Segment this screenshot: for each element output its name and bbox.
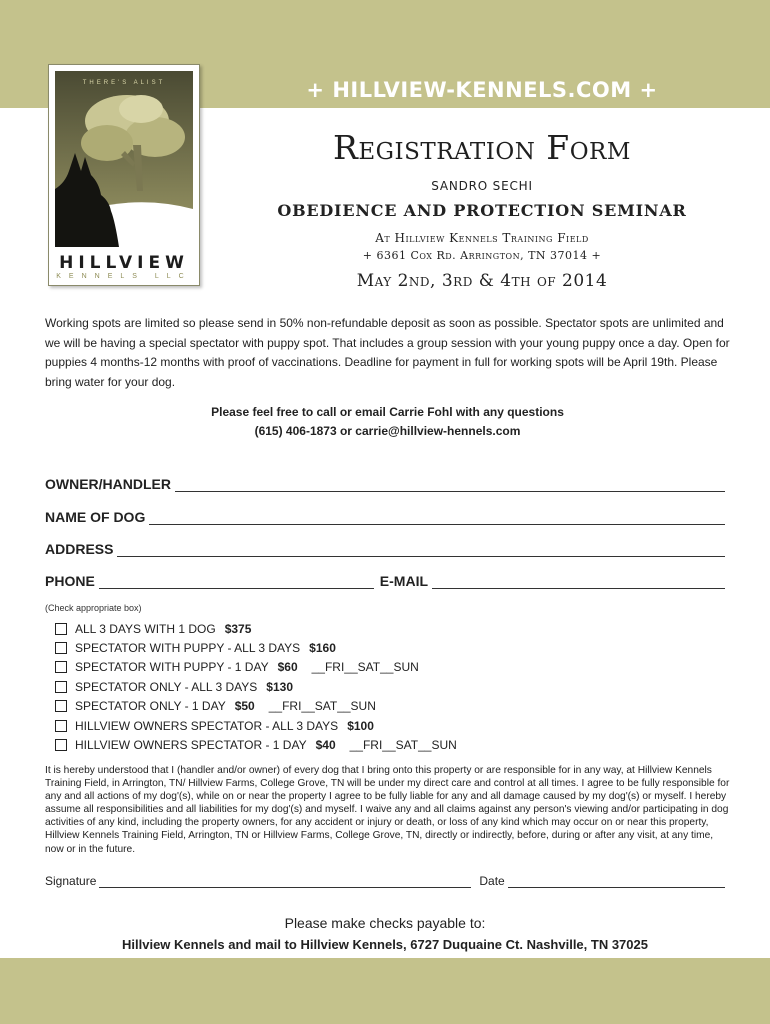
phone-email-field xyxy=(45,569,725,589)
signature-label: Signature xyxy=(45,874,97,888)
option-label: SPECTATOR ONLY - 1 DAY xyxy=(75,699,226,714)
hillview-logo xyxy=(48,64,200,286)
location-line-2: + 6361 Cox Rd. Arrington, TN 37014 + xyxy=(362,249,602,262)
option-price: $130 xyxy=(266,679,293,694)
mailing-address: Hillview Kennels and mail to Hillview Kennels, 6727 Duquaine Ct. Nashville, TN 37025 xyxy=(122,937,648,952)
option-checkbox[interactable] xyxy=(55,642,67,654)
seminar-name: OBEDIENCE AND PROTECTION SEMINAR xyxy=(277,201,687,220)
option-price: $160 xyxy=(309,641,336,656)
logo-subtitle: KENNELS LLC xyxy=(56,273,192,280)
seminar-dates: May 2nd, 3rd & 4th of 2014 xyxy=(356,271,608,291)
address-input[interactable] xyxy=(117,541,725,557)
option-day-choice[interactable]: __FRI__SAT__SUN xyxy=(349,738,457,753)
dog-label: NAME OF DOG xyxy=(45,509,146,525)
option-row xyxy=(55,658,735,677)
option-price: $50 xyxy=(234,699,255,714)
location-line-1: At Hillview Kennels Training Field xyxy=(375,231,589,245)
option-checkbox[interactable] xyxy=(55,739,67,751)
option-label: SPECTATOR WITH PUPPY - ALL 3 DAYS xyxy=(75,641,301,656)
option-price: $375 xyxy=(224,621,252,636)
check-note: (Check appropriate box) xyxy=(45,603,142,613)
option-checkbox[interactable] xyxy=(55,720,67,732)
owner-input[interactable] xyxy=(175,476,725,492)
presenter-name: SANDRO SECHI xyxy=(431,179,533,193)
contact-line-1: Please feel free to call or email Carrie Fohl with any questions xyxy=(211,405,564,419)
option-day-choice[interactable]: __FRI__SAT__SUN xyxy=(311,660,419,675)
owner-label: OWNER/HANDLER xyxy=(45,476,171,492)
email-input[interactable] xyxy=(432,573,725,589)
email-label: E-MAIL xyxy=(379,573,429,589)
phone-input[interactable] xyxy=(99,573,374,589)
intro-paragraph: Working spots are limited so please send in 50% non-refundable deposit as soon as possible. Spectator spots are unlimited and we will be having a special spectator with puppy spot. That includes a group session with your young puppy once a day. Open for puppies 4 months-12 months with proof of vaccinations. Deadline for payment in full for working spots will be April 19th. Please bring water for your dog. xyxy=(45,316,730,389)
option-price: $100 xyxy=(347,718,374,733)
dog-and-tree-icon xyxy=(55,71,193,247)
logo-tagline: THERE'S ALIST xyxy=(82,80,166,86)
dog-field xyxy=(45,505,725,525)
date-input[interactable] xyxy=(508,875,725,888)
bottom-band xyxy=(0,958,770,1024)
contact-line-2: (615) 406-1873 or carrie@hillview-hennels.com xyxy=(254,424,521,438)
option-price: $60 xyxy=(277,660,298,675)
option-label: HILLVIEW OWNERS SPECTATOR - ALL 3 DAYS xyxy=(75,718,339,733)
option-checkbox[interactable] xyxy=(55,661,67,673)
phone-label: PHONE xyxy=(45,573,95,589)
registration-options xyxy=(55,619,735,755)
payment-note: Please make checks payable to: xyxy=(284,915,486,931)
option-row xyxy=(55,638,735,657)
option-row xyxy=(55,619,735,638)
option-row xyxy=(55,716,735,735)
option-label: HILLVIEW OWNERS SPECTATOR - 1 DAY xyxy=(75,738,307,753)
option-label: ALL 3 DAYS WITH 1 DOG xyxy=(75,621,216,636)
page-title: Registration Form xyxy=(333,128,631,167)
option-label: SPECTATOR WITH PUPPY - 1 DAY xyxy=(75,660,269,675)
option-label: SPECTATOR ONLY - ALL 3 DAYS xyxy=(75,679,258,694)
address-field xyxy=(45,537,725,557)
logo-artwork xyxy=(55,71,193,247)
option-price: $40 xyxy=(315,738,336,753)
option-checkbox[interactable] xyxy=(55,681,67,693)
date-label: Date xyxy=(479,874,505,888)
signature-row xyxy=(45,870,725,888)
address-label: ADDRESS xyxy=(45,541,114,557)
site-url: + HILLVIEW-KENNELS.COM + xyxy=(306,78,658,102)
contact-block xyxy=(45,403,730,441)
option-checkbox[interactable] xyxy=(55,623,67,635)
owner-field xyxy=(45,472,725,492)
option-row xyxy=(55,677,735,696)
option-day-choice[interactable]: __FRI__SAT__SUN xyxy=(268,699,376,714)
logo-name: HILLVIEW xyxy=(59,253,189,273)
dog-name-input[interactable] xyxy=(149,509,725,525)
option-row xyxy=(55,735,735,754)
waiver-text: It is hereby understood that I (handler and/or owner) of every dog that I bring onto this property or are responsible for in any way, at Hillview Kennels Training Field, in Arrington, TN/ Hillview Farms, College Grove, TN will be under my direct care and control at all times. I agree to be fully responsible for any and all actions of my dog'(s), while on or near the property I agree to be fully liable for any and all damage caused by my dog'(s) or myself. I hereby assume all responsibilities and all liabilities for my dog'(s) and myself. I waive any and all claims against any person's viewing and/or participating in dog activities of any kind, including the property owners, for any accident or injury or death, or loss of any kind which may occur on or near this property, Hillview Kennels Training Field, Arrington, TN or Hillview Farms, College Grove, TN, directly or indirectly, before, during or after any visit, at any time, now or in the future. xyxy=(45,765,730,855)
option-checkbox[interactable] xyxy=(55,700,67,712)
option-row xyxy=(55,697,735,716)
signature-input[interactable] xyxy=(99,875,471,888)
